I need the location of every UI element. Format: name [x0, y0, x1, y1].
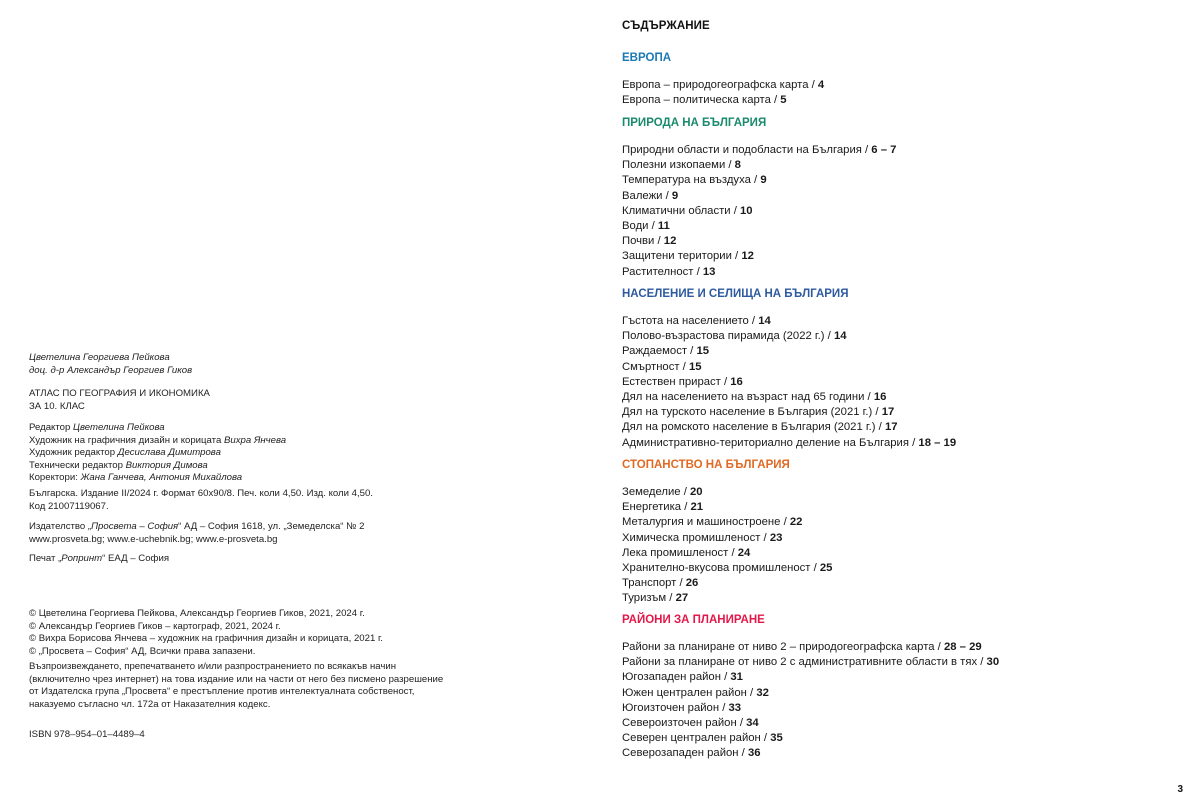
toc-entry[interactable]: Туризъм / 27 — [622, 592, 689, 605]
toc-entry[interactable]: Лека промишленост / 24 — [622, 546, 751, 559]
edition-line: Код 21007119067. — [29, 500, 109, 512]
edition-block — [29, 488, 489, 513]
author-line: Цветелина Георгиева Пейкова — [29, 352, 170, 363]
publisher-block — [29, 521, 489, 546]
toc-entry[interactable]: Земеделие / 20 — [622, 486, 703, 498]
copyright-line: © Цветелина Георгиева Пейкова, Александър Георгиев Гиков, 2021, 2024 г. — [29, 608, 365, 619]
publisher-websites: www.prosveta.bg; www.e-uchebnik.bg; www.e-prosveta.bg — [29, 533, 278, 545]
toc-entry[interactable]: Естествен прираст / 16 — [622, 375, 743, 388]
credit-line: Коректори: Жана Ганчева, Антония Михайлова — [29, 472, 243, 484]
credit-line: Технически редактор Виктория Димова — [29, 459, 208, 471]
toc-entry[interactable]: Хранително-вкусова промишленост / 25 — [622, 561, 833, 574]
authors-block — [29, 352, 489, 377]
book-title-block — [29, 388, 489, 413]
toc-entry[interactable]: Растителност / 13 — [622, 265, 716, 278]
credit-line: Художник на графичния дизайн и корицата Вихра Янчева — [29, 434, 287, 446]
printer-line: Печат „Ропринт“ ЕАД – София — [29, 553, 170, 564]
credit-line: Редактор Цветелина Пейкова — [29, 422, 165, 433]
toc-entry[interactable]: Административно-териториално деление на България / 18 – 19 — [622, 436, 957, 449]
toc-entry[interactable]: Раждаемост / 15 — [622, 345, 710, 358]
toc-entry[interactable]: Югозападен район / 31 — [622, 671, 743, 684]
toc-entry[interactable]: Почви / 12 — [622, 235, 677, 248]
toc-section-nature — [622, 115, 1182, 280]
toc-entry[interactable]: Райони за планиране от ниво 2 с административните области в тях / 30 — [622, 656, 1000, 669]
toc-entry[interactable]: Полезни изкопаеми / 8 — [622, 159, 741, 172]
toc-entry[interactable]: Европа – политическа карта / 5 — [622, 94, 787, 107]
toc-section-population — [622, 286, 1182, 451]
toc-entry[interactable]: Транспорт / 26 — [622, 577, 699, 590]
author-line: доц. д-р Александър Георгиев Гиков — [29, 364, 193, 376]
toc-entry[interactable]: Дял на ромското население в България (2021 г.) / 17 — [622, 421, 898, 434]
section-heading: ЕВРОПА — [622, 52, 672, 64]
legal-line: Възпроизвеждането, препечатването и/или разпространението по всякакъв начин — [29, 661, 397, 672]
legal-notice-block — [29, 661, 489, 711]
legal-line: наказуемо съгласно чл. 172а от Наказателния кодекс. — [29, 698, 271, 710]
toc-entry[interactable]: Валежи / 9 — [622, 189, 679, 202]
toc-entry[interactable]: Южен централен район / 32 — [622, 686, 769, 699]
copyright-block — [29, 608, 489, 658]
section-heading: НАСЕЛЕНИЕ И СЕЛИЩА НА БЪЛГАРИЯ — [622, 288, 849, 300]
toc-entry[interactable]: Природни области и подобласти на България / 6 – 7 — [622, 144, 897, 156]
toc-entry[interactable]: Защитени територии / 12 — [622, 250, 754, 263]
toc-entry[interactable]: Гъстота на населението / 14 — [622, 315, 771, 327]
publisher-line: Издателство „Просвета – София“ АД – София 1618, ул. „Земеделска“ № 2 — [29, 521, 365, 532]
toc-entry[interactable]: Северозападен район / 36 — [622, 747, 761, 760]
credits-block — [29, 422, 489, 485]
legal-line: от Издателска група „Просвета“ е престъпление против интелектуалната собственост, — [29, 686, 415, 698]
book-title-line: АТЛАС ПО ГЕОГРАФИЯ И ИКОНОМИКА — [29, 388, 210, 399]
toc-entry[interactable]: Температура на въздуха / 9 — [622, 174, 767, 187]
section-heading: РАЙОНИ ЗА ПЛАНИРАНЕ — [622, 614, 765, 626]
toc-section-planning-regions — [622, 612, 1182, 762]
page-number: 3 — [1177, 784, 1183, 795]
copyright-line: © „Просвета – София“ АД, Всички права запазени. — [29, 645, 256, 657]
section-heading: СТОПАНСТВО НА БЪЛГАРИЯ — [622, 459, 790, 471]
toc-entry[interactable]: Металургия и машиностроене / 22 — [622, 516, 803, 529]
toc-entry[interactable]: Северен централен район / 35 — [622, 732, 783, 745]
printer-block — [29, 553, 489, 566]
legal-line: (включително чрез интернет) на това издание или на части от него без писмено разрешение — [29, 673, 444, 685]
credit-line: Художник редактор Десислава Димитрова — [29, 447, 221, 459]
toc-section-economy — [622, 457, 1182, 607]
toc-entry[interactable]: Води / 11 — [622, 219, 670, 232]
isbn: ISBN 978–954–01–4489–4 — [29, 729, 145, 740]
toc-entry[interactable]: Смъртност / 15 — [622, 360, 702, 373]
book-title-line: ЗА 10. КЛАС — [29, 400, 85, 412]
toc-entry[interactable]: Енергетика / 21 — [622, 501, 704, 514]
toc-entry[interactable]: Химическа промишленост / 23 — [622, 531, 783, 544]
edition-line: Българска. Издание II/2024 г. Формат 60x90/8. Печ. коли 4,50. Изд. коли 4,50. — [29, 488, 373, 499]
toc-section-europe — [622, 50, 1182, 108]
toc-entry[interactable]: Полово-възрастова пирамида (2022 г.) / 14 — [622, 330, 847, 343]
copyright-line: © Александър Георгиев Гиков – картограф, 2021, 2024 г. — [29, 620, 281, 632]
toc-entry[interactable]: Дял на населението на възраст над 65 години / 16 — [622, 390, 887, 403]
toc-entry[interactable]: Райони за планиране от ниво 2 – природогеографска карта / 28 – 29 — [622, 641, 982, 653]
toc-entry[interactable]: Югоизточен район / 33 — [622, 701, 742, 714]
toc-entry[interactable]: Климатични области / 10 — [622, 204, 753, 217]
toc-entry[interactable]: Дял на турското население в България (2021 г.) / 17 — [622, 406, 895, 419]
copyright-line: © Вихра Борисова Янчева – художник на графичния дизайн и корицата, 2021 г. — [29, 633, 383, 645]
toc-entry[interactable]: Европа – природогеографска карта / 4 — [622, 79, 825, 91]
isbn-block — [29, 729, 489, 742]
toc-entry[interactable]: Североизточен район / 34 — [622, 716, 759, 729]
contents-title: СЪДЪРЖАНИЕ — [622, 20, 710, 32]
section-heading: ПРИРОДА НА БЪЛГАРИЯ — [622, 117, 767, 129]
